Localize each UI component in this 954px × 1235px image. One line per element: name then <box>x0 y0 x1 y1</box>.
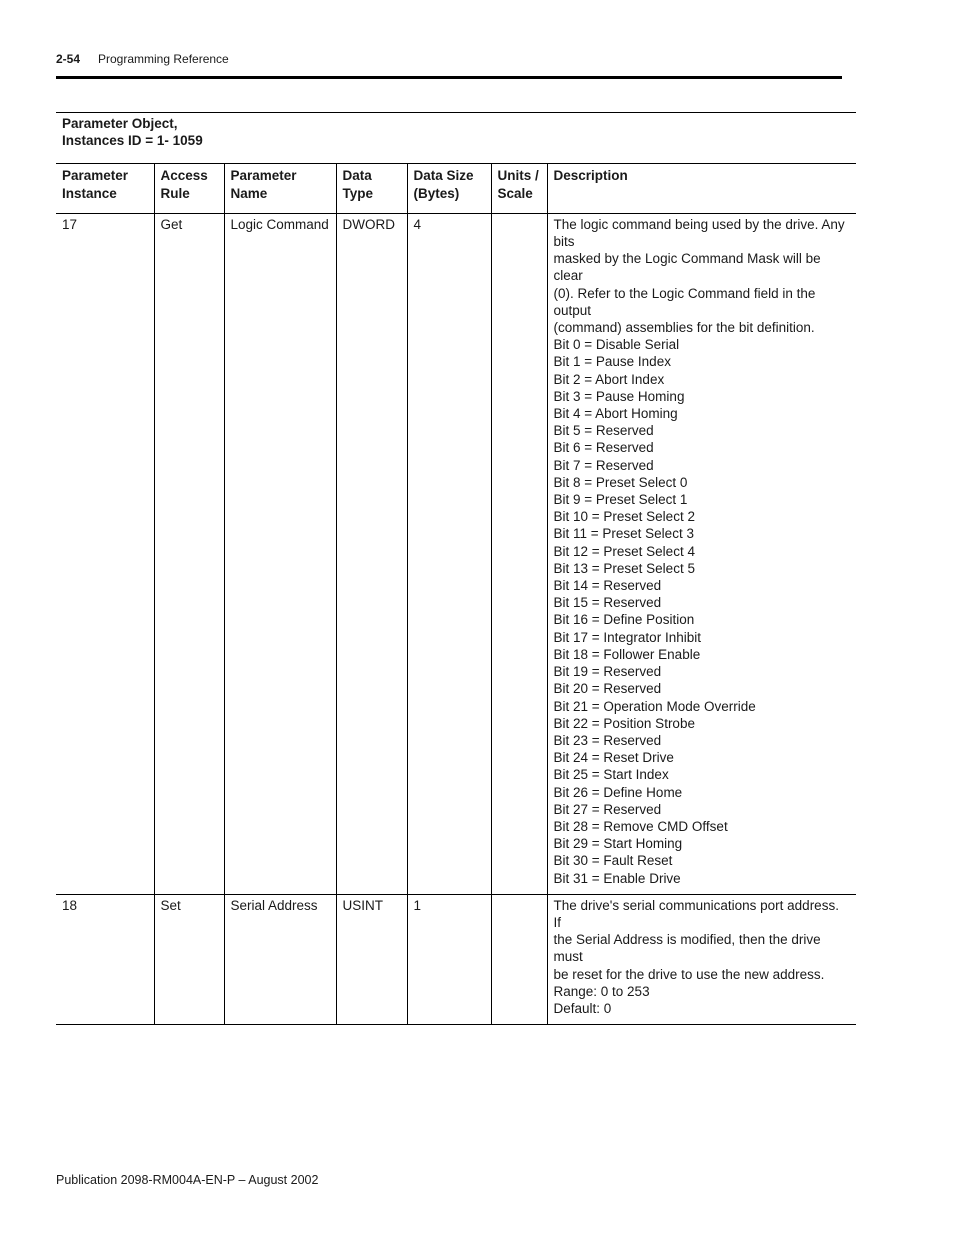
description-line: Bit 30 = Fault Reset <box>553 853 673 869</box>
column-header-instance: Parameter Instance <box>56 164 154 213</box>
description-line: Bit 31 = Enable Drive <box>553 870 681 886</box>
column-header-access: Access Rule <box>154 164 224 213</box>
page-header <box>56 52 842 79</box>
cell-type: USINT <box>336 894 407 1024</box>
description-line: The logic command being used by the drive. Any bits <box>553 216 845 250</box>
cell-size: 1 <box>407 894 491 1024</box>
cell-access: Set <box>154 894 224 1024</box>
column-header-name: Parameter Name <box>224 164 336 213</box>
cell-description <box>547 894 856 1024</box>
description-line: Bit 10 = Preset Select 2 <box>553 509 695 525</box>
description-line: Default: 0 <box>553 1000 612 1016</box>
section-title: Programming Reference <box>98 52 229 66</box>
cell-units <box>491 894 547 1024</box>
description-line: Bit 11 = Preset Select 3 <box>553 526 694 542</box>
cell-instance: 17 <box>56 213 154 894</box>
description-line: Bit 18 = Follower Enable <box>553 646 701 662</box>
description-line: The drive's serial communications port address. If <box>553 897 839 930</box>
description-line: Bit 9 = Preset Select 1 <box>553 492 688 508</box>
caption-line-2: Instances ID = 1- 1059 <box>62 133 203 149</box>
description-line: Bit 13 = Preset Select 5 <box>553 560 695 576</box>
description-line: masked by the Logic Command Mask will be clear <box>553 251 821 284</box>
column-header-units: Units / Scale <box>491 164 547 213</box>
table-row <box>56 894 856 1024</box>
description-line: Bit 22 = Position Strobe <box>553 715 695 731</box>
column-header-description: Description <box>547 164 856 213</box>
table-caption <box>56 113 856 164</box>
cell-type: DWORD <box>336 213 407 894</box>
cell-units <box>491 213 547 894</box>
description-line: (0). Refer to the Logic Command field in the output <box>553 285 816 318</box>
description-line: Bit 23 = Reserved <box>553 732 662 748</box>
cell-name: Serial Address <box>224 894 336 1024</box>
description-line: Bit 2 = Abort Index <box>553 371 665 387</box>
description-line: Bit 5 = Reserved <box>553 423 654 439</box>
cell-size: 4 <box>407 213 491 894</box>
parameter-table <box>56 112 856 1025</box>
description-line: the Serial Address is modified, then the drive must <box>553 932 821 965</box>
description-line: Bit 28 = Remove CMD Offset <box>553 818 728 834</box>
description-line: Bit 26 = Define Home <box>553 784 683 800</box>
page-number: 2-54 <box>56 52 81 66</box>
column-header-row <box>56 164 856 213</box>
description-line: Bit 15 = Reserved <box>553 595 662 611</box>
cell-description <box>547 213 856 894</box>
description-line: Bit 21 = Operation Mode Override <box>553 698 756 714</box>
description-line: Bit 17 = Integrator Inhibit <box>553 629 701 645</box>
description-line: Bit 4 = Abort Homing <box>553 406 678 422</box>
description-line: Bit 19 = Reserved <box>553 664 662 680</box>
description-line: Bit 6 = Reserved <box>553 440 654 456</box>
description-line: Bit 12 = Preset Select 4 <box>553 543 695 559</box>
description-line: be reset for the drive to use the new address. <box>553 966 825 982</box>
description-line: Bit 24 = Reset Drive <box>553 750 674 766</box>
publication-footer: Publication 2098-RM004A-EN-P – August 2002 <box>56 1173 319 1187</box>
description-line: Range: 0 to 253 <box>553 983 650 999</box>
caption-line-1: Parameter Object, <box>62 116 178 131</box>
cell-access: Get <box>154 213 224 894</box>
description-line: Bit 7 = Reserved <box>553 457 654 473</box>
description-line: Bit 20 = Reserved <box>553 681 662 697</box>
table-caption-row <box>56 113 856 164</box>
description-line: Bit 16 = Define Position <box>553 612 695 628</box>
description-line: Bit 27 = Reserved <box>553 801 662 817</box>
description-line: Bit 0 = Disable Serial <box>553 337 680 353</box>
cell-name: Logic Command <box>224 213 336 894</box>
cell-instance: 18 <box>56 894 154 1024</box>
description-line: Bit 3 = Pause Homing <box>553 388 685 404</box>
description-line: (command) assemblies for the bit definition. <box>553 320 815 336</box>
table-row <box>56 213 856 894</box>
column-header-type: Data Type <box>336 164 407 213</box>
description-line: Bit 14 = Reserved <box>553 578 662 594</box>
column-header-size: Data Size (Bytes) <box>407 164 491 213</box>
description-line: Bit 25 = Start Index <box>553 767 669 783</box>
description-line: Bit 29 = Start Homing <box>553 836 683 852</box>
description-line: Bit 1 = Pause Index <box>553 354 671 370</box>
description-line: Bit 8 = Preset Select 0 <box>553 474 688 490</box>
